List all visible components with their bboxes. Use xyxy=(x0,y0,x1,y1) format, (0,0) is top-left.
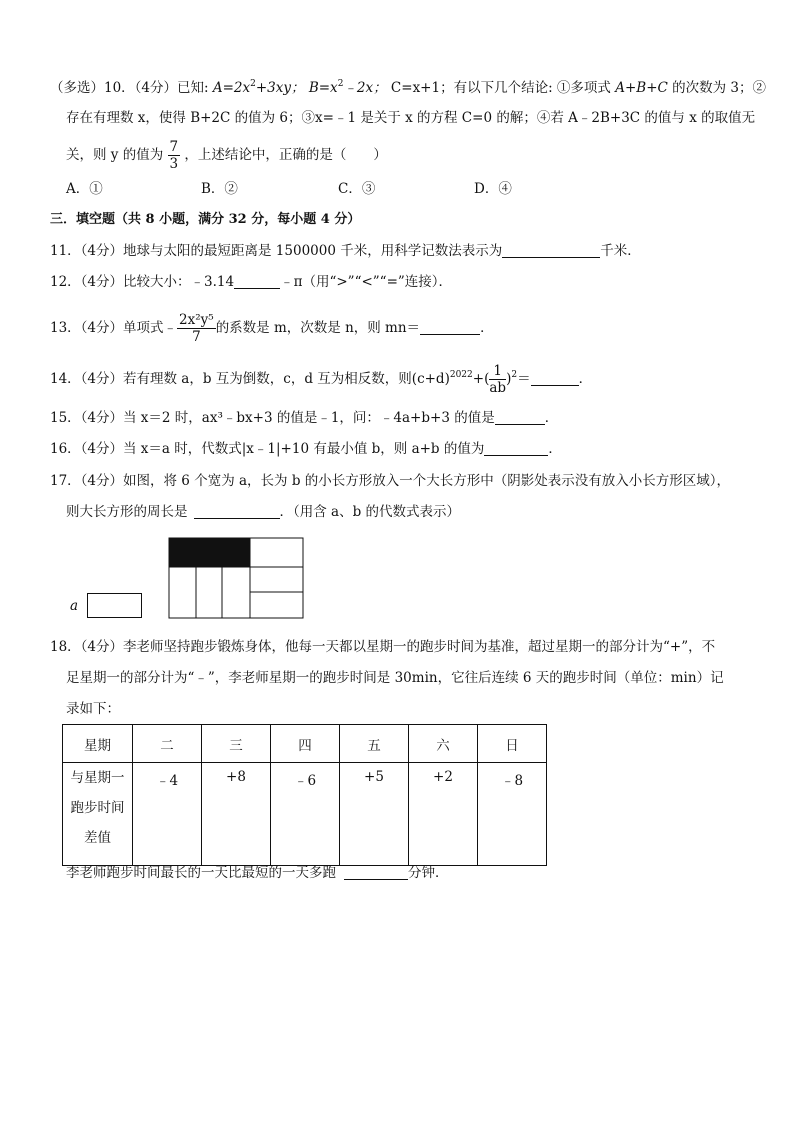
q14-blank[interactable] xyxy=(531,371,579,386)
q14-end: ． xyxy=(578,371,593,387)
q10-option-a[interactable]: A．① xyxy=(66,181,103,197)
q17-line2-end: ．（用含 a、b 的代数式表示） xyxy=(279,504,461,520)
q10-line3 xyxy=(66,138,387,172)
q13-blank[interactable] xyxy=(420,320,480,335)
q13-frac-num: 2x²y⁵ xyxy=(179,312,214,328)
q18-header-label: 星期 xyxy=(63,725,133,763)
q11-tail: 千米． xyxy=(600,243,641,259)
q18-header-sun: 日 xyxy=(478,725,547,763)
q14-close: ) xyxy=(506,371,512,387)
q10-b-rest: ﹣2x； xyxy=(343,80,387,96)
q10-b-def: B=x xyxy=(308,80,338,96)
q18-value-sun: ﹣8 xyxy=(478,763,547,866)
q18-row-label-3: 差值 xyxy=(84,830,111,846)
q18-header-fri: 五 xyxy=(340,725,409,763)
q14-frac-den: ab xyxy=(489,380,507,396)
q18-value-fri: +5 xyxy=(340,763,409,866)
q10-c-def: C=x+1；有以下几个结论: ①多项式 xyxy=(390,80,611,96)
q10-option-b[interactable]: B．② xyxy=(201,181,238,197)
q10-option-d[interactable]: D．④ xyxy=(474,181,512,197)
q14 xyxy=(50,361,592,397)
q17-blank[interactable] xyxy=(194,504,280,519)
q18-header-sat: 六 xyxy=(409,725,478,763)
q11-text: 11．（4分）地球与太阳的最短距离是 1500000 千米，用科学记数法表示为 xyxy=(50,243,503,259)
q17-figure xyxy=(168,537,304,619)
q14-eq: ＝ xyxy=(517,371,531,387)
section-heading: 三．填空题（共 8 小题，满分 32 分，每小题 4 分） xyxy=(50,212,361,227)
q10-a-def: A=2x xyxy=(212,80,251,96)
q11-blank[interactable] xyxy=(502,243,600,258)
q18-line2: 足星期一的部分计为“﹣”，李老师星期一的跑步时间是 30min，它往后连续 6 天的跑步时间（单位：min）记 xyxy=(66,670,724,686)
q10-option-c[interactable]: C．③ xyxy=(338,181,376,197)
q17-small-rectangle xyxy=(87,593,142,618)
q18-table-header-row xyxy=(63,725,547,763)
q17-fig-label: a xyxy=(70,598,79,614)
q15-blank[interactable] xyxy=(495,410,545,425)
q18-question-text: 李老师跑步时间最长的一天比最短的一天多跑 xyxy=(66,865,336,881)
q14-frac-num: 1 xyxy=(489,363,506,380)
q17-line2 xyxy=(66,503,460,521)
q10-frac-den: 3 xyxy=(169,156,179,172)
q12-blank[interactable] xyxy=(234,274,280,289)
q14-fraction xyxy=(489,363,506,396)
q18-value-tue: ﹣4 xyxy=(133,763,202,866)
q10-intro: （多选）10．（4分）已知: xyxy=(50,80,209,96)
q10-line1: （多选）10．（4分）已知: $A=2x^2+3xy$； $B=x^2﹣2x$； C=x+1；有以下几个结论: ①多项式 A+B+C 的次数为 3；② xyxy=(50,79,767,96)
q17-line1: 17．（4分）如图，将 6 个宽为 a，长为 b 的小长方形放入一个大长方形中（阴影处表示没有放入小长方形区域）， xyxy=(50,473,731,489)
q16-text: 16．（4分）当 x＝a 时，代数式|x﹣1|+10 有最小值 b，则 a+b 的值为 xyxy=(50,441,485,457)
q14-exp: 2022 xyxy=(449,370,473,380)
q16-end: ． xyxy=(548,441,562,457)
q10-frac-num: 7 xyxy=(169,139,179,155)
q15-end: ． xyxy=(544,410,559,426)
q16-blank[interactable] xyxy=(484,441,548,456)
q18-line1: 18．（4分）李老师坚持跑步锻炼身体，他每一天都以星期一的跑步时间为基准，超过星期一的部分计为“+”，不 xyxy=(50,639,716,655)
q18-row-label xyxy=(63,763,133,866)
q13-fraction xyxy=(177,312,216,345)
q18-table-value-row xyxy=(63,763,547,866)
q10-line3-start: 关，则 y 的值为 xyxy=(66,147,164,163)
q18-row-label-1: 与星期一 xyxy=(70,770,125,786)
q18-header-wed: 三 xyxy=(202,725,271,763)
q14-sq: 2 xyxy=(511,370,518,380)
q18-row-label-2: 跑步时间 xyxy=(70,800,125,816)
q18-line3: 录如下： xyxy=(66,701,120,717)
q10-line2: 存在有理数 x，使得 B+2C 的值为 6；③x=﹣1 是关于 x 的方程 C=0 的解；④若 A﹣2B+3C 的值与 x 的取值无 xyxy=(66,110,756,126)
q13-tail: 的系数是 m，次数是 n，则 mn＝ xyxy=(215,320,421,336)
q10-line1-end: 的次数为 3；② xyxy=(672,80,767,96)
q18-value-thu: ﹣6 xyxy=(271,763,340,866)
q10-a-rest: +3xy； xyxy=(255,80,305,96)
q11 xyxy=(50,242,641,260)
q18-blank[interactable] xyxy=(344,865,408,880)
q17-line2-start: 则大长方形的周长是 xyxy=(66,504,188,520)
q14-head: 14．（4分）若有理数 a，b 互为倒数，c，d 互为相反数，则 xyxy=(50,371,412,387)
q18-question xyxy=(66,864,449,882)
q13 xyxy=(50,310,494,346)
q12-text: 12．（4分）比较大小：﹣3.14 xyxy=(50,274,235,290)
q15-text: 15．（4分）当 x＝2 时，ax³﹣bx+3 的值是﹣1，问：﹣4a+b+3 的值是 xyxy=(50,410,495,426)
q18-value-sat: +2 xyxy=(409,763,478,866)
q18-tail: 分钟． xyxy=(408,865,449,881)
q18-value-wed: +8 xyxy=(202,763,271,866)
q18-table xyxy=(62,724,547,866)
q12-tail: ﹣π（用“>”“<”“=”连接）． xyxy=(280,274,453,290)
q18-header-tue: 二 xyxy=(133,725,202,763)
q16 xyxy=(50,440,562,458)
q18-header-thu: 四 xyxy=(271,725,340,763)
q13-end: ． xyxy=(480,320,494,336)
q14-cd: (c+d) xyxy=(411,371,450,387)
q17-shaded-region xyxy=(169,538,250,567)
q12 xyxy=(50,273,452,291)
q10-abc: A+B+C xyxy=(615,80,668,96)
q13-head: 13．（4分）单项式﹣ xyxy=(50,320,178,336)
q13-frac-den: 7 xyxy=(192,329,201,345)
q15 xyxy=(50,409,558,427)
q10-line3-end: ，上述结论中，正确的是（ ） xyxy=(184,147,387,163)
q10-fraction xyxy=(168,139,181,172)
q14-plus: +( xyxy=(472,371,490,387)
